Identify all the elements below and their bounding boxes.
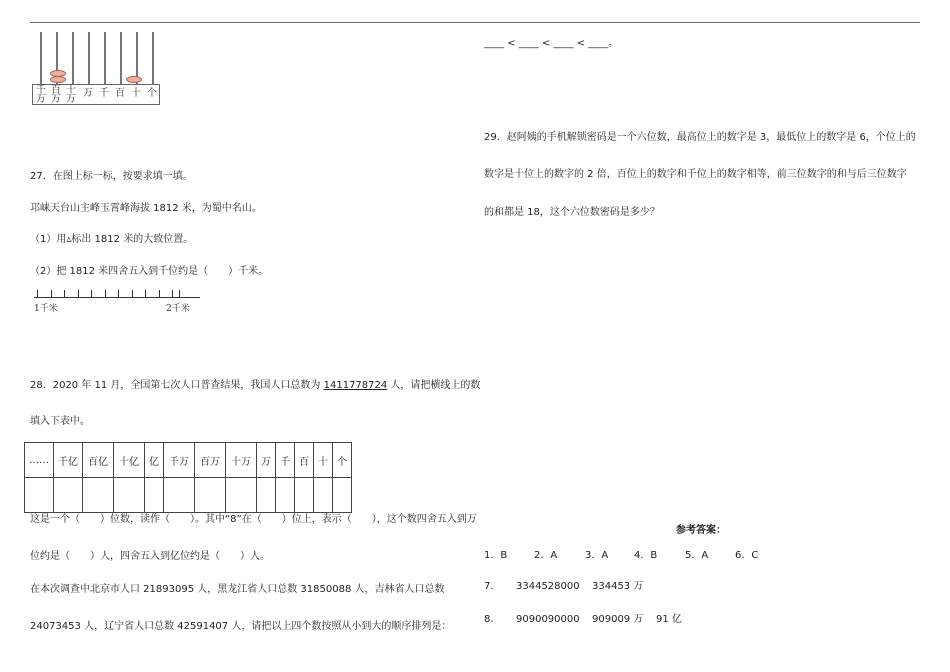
- table-header-cell: 个: [333, 443, 352, 478]
- number-line-right-label: 2千米: [166, 304, 190, 314]
- q28-line3: 这是一个（ ）位数，读作（ ）。其中“8”在（ ）位上，表示（ ），这个数四舍五入到万: [30, 514, 477, 525]
- number-line-tick: [159, 290, 160, 297]
- table-answer-cell[interactable]: [145, 478, 164, 513]
- answer-6: 6．C: [735, 550, 759, 561]
- table-row: [25, 443, 352, 478]
- abacus-rod: [152, 32, 154, 84]
- q28-line6: 24073453 人，辽宁省人口总数 42591407 人，请把以上四个数按照从小到大的顺序排列是：: [30, 621, 452, 632]
- number-line-axis: [34, 297, 200, 298]
- table-header-cell: 十万: [226, 443, 257, 478]
- q27-part2: （2）把 1812 米四舍五入到千位约是（ ）千米。: [30, 266, 269, 277]
- abacus-label: 万: [83, 88, 93, 99]
- abacus-rod: [72, 32, 74, 84]
- table-answer-cell[interactable]: [25, 478, 54, 513]
- abacus-rod: [88, 32, 90, 84]
- abacus-rod: [120, 32, 122, 84]
- number-line-tick: [105, 290, 106, 297]
- answer-8-number: 8.: [484, 614, 494, 625]
- number-line-tick: [179, 290, 180, 297]
- table-answer-cell[interactable]: [114, 478, 145, 513]
- table-header-cell: 十: [314, 443, 333, 478]
- abacus-label: 百 万: [51, 85, 61, 105]
- number-line-tick: [51, 290, 52, 297]
- abacus-bead: [126, 76, 142, 83]
- answer-7-part-a: 3344528000: [516, 581, 580, 592]
- place-value-table: [24, 442, 352, 513]
- answer-5: 5．A: [685, 550, 709, 561]
- number-line-tick: [78, 290, 79, 297]
- q29-line2: 数字是十位上的数字的 2 倍，百位上的数字和千位上的数字相等，前三位数字的和与后三位数字: [484, 169, 907, 180]
- table-header-cell: 千: [276, 443, 295, 478]
- answers-heading: 参考答案：: [676, 525, 726, 536]
- table-header-cell: 十亿: [114, 443, 145, 478]
- table-answer-cell[interactable]: [226, 478, 257, 513]
- q29-line3: 的和都是 18，这个六位数密码是多少？: [484, 207, 660, 218]
- abacus-label: 千: [99, 88, 109, 99]
- table-answer-cell[interactable]: [195, 478, 226, 513]
- answer-7-part-b: 334453 万: [592, 581, 644, 592]
- number-line-tick: [145, 290, 146, 297]
- answer-1: 1．B: [484, 550, 508, 561]
- q28-population-number: 1411778724: [323, 380, 388, 391]
- abacus-label: 百: [115, 88, 125, 99]
- answer-8-part-b: 909009 万: [592, 614, 644, 625]
- ordering-blanks: ____ < ____ < ____ < ____。: [484, 38, 619, 49]
- number-line-tick: [132, 290, 133, 297]
- table-answer-cell[interactable]: [54, 478, 83, 513]
- q27-part1: （1）用▵标出 1812 米的大致位置。: [30, 234, 194, 245]
- table-header-cell: 千亿: [54, 443, 83, 478]
- q28-line1-a: 28．2020 年 11 月，全国第七次人口普查结果，我国人口总数为: [30, 380, 324, 391]
- table-header-cell: 万: [257, 443, 276, 478]
- table-answer-cell[interactable]: [295, 478, 314, 513]
- table-answer-cell[interactable]: [257, 478, 276, 513]
- abacus-label: 十 万: [66, 85, 76, 105]
- q29-line1: 29．赵阿姨的手机解锁密码是一个六位数，最高位上的数字是 3，最低位上的数字是 6，个位上的: [484, 132, 916, 143]
- q28-line4: 位约是（ ）人，四舍五入到亿位约是（ ）人。: [30, 551, 270, 562]
- table-header-cell: 百亿: [83, 443, 114, 478]
- table-answer-cell[interactable]: [83, 478, 114, 513]
- q28-line1-b: 人，请把横线上的数: [387, 380, 481, 391]
- answer-7-number: 7.: [484, 581, 494, 592]
- table-header-cell: 百: [295, 443, 314, 478]
- answer-3: 3．A: [585, 550, 609, 561]
- table-header-cell: ……: [25, 443, 54, 478]
- table-header-cell: 亿: [145, 443, 164, 478]
- abacus-figure: [32, 32, 160, 104]
- answer-4: 4．B: [634, 550, 658, 561]
- abacus-rod: [104, 32, 106, 84]
- number-line-left-label: 1千米: [34, 304, 58, 314]
- q27-text: 邛崃天台山主峰玉霄峰海拔 1812 米，为蜀中名山。: [30, 203, 262, 214]
- top-rule: [30, 22, 920, 23]
- number-line-tick: [118, 290, 119, 297]
- number-line-tick: [91, 290, 92, 297]
- table-answer-cell[interactable]: [276, 478, 295, 513]
- abacus-label: 个: [147, 88, 157, 99]
- q28-line1: [30, 379, 480, 393]
- number-line: [34, 288, 204, 318]
- abacus-label: 千 万: [36, 85, 46, 105]
- number-line-tick: [64, 290, 65, 297]
- number-line-tick: [172, 290, 173, 297]
- number-line-tick: [37, 290, 38, 297]
- table-answer-cell[interactable]: [164, 478, 195, 513]
- abacus-rod: [40, 32, 42, 84]
- q27-title: 27．在图上标一标，按要求填一填。: [30, 171, 193, 182]
- abacus-label: 十: [131, 88, 141, 99]
- table-row: [25, 478, 352, 513]
- answer-2: 2．A: [534, 550, 558, 561]
- abacus-bead: [50, 76, 66, 83]
- table-answer-cell[interactable]: [333, 478, 352, 513]
- q28-line2: 填入下表中。: [30, 416, 90, 427]
- answer-8-part-c: 91 亿: [656, 614, 682, 625]
- table-answer-cell[interactable]: [314, 478, 333, 513]
- answer-8-part-a: 9090090000: [516, 614, 580, 625]
- table-header-cell: 千万: [164, 443, 195, 478]
- q28-line5: 在本次调查中北京市人口 21893095 人，黑龙江省人口总数 31850088 人，吉林省人口总数: [30, 584, 445, 595]
- table-header-cell: 百万: [195, 443, 226, 478]
